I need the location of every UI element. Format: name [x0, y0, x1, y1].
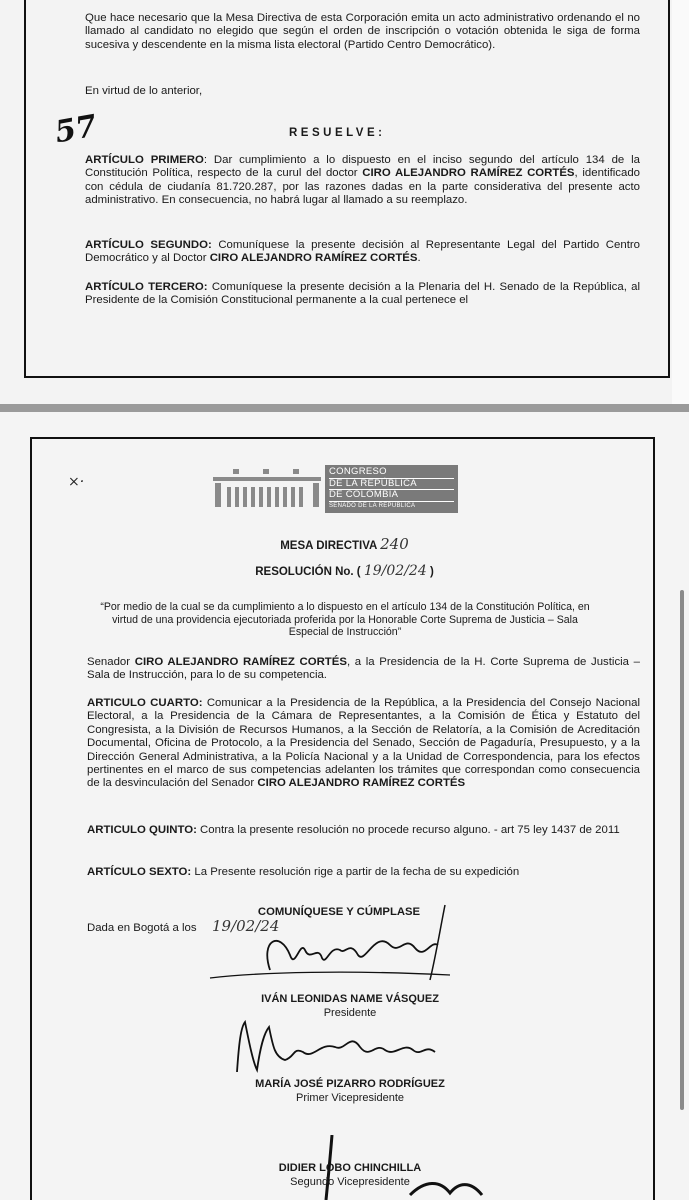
resolucion-close: ) [429, 566, 434, 578]
signatory-3-name: DIDIER LOBO CHINCHILLA [278, 1162, 422, 1174]
articulo-tercero-text: Comuníquese la presente decisión a la Plenaria del H. Senado de la República, al Presidente de la Comisión Constitucional permanente a la cual pertenece el [85, 281, 640, 307]
resolucion-number [0, 565, 689, 579]
articulo-sexto [87, 866, 640, 879]
mesa-directiva-number: 240 [380, 535, 409, 553]
articulo-tercero [85, 281, 640, 308]
articulo-segundo-text-2: . [417, 252, 421, 265]
dada-label: Dada en Bogotá a los [87, 922, 197, 934]
margin-handwritten-number: 57 [52, 108, 100, 151]
signatory-1-name: IVÁN LEONIDAS NAME VÁSQUEZ [261, 993, 439, 1005]
articulo-segundo-text: Comuníquese la presente decisión al Representante Legal del Partido Centro Democrático y al Doctor [85, 239, 640, 265]
resolucion-date: 19/02/24 [363, 563, 427, 579]
signatory-2-role: Primer Vicepresidente [295, 1092, 404, 1104]
articulo-cuarto-text: Comunicar a la Presidencia de la República, a la Presidencia del Consejo Nacional Electoral, a la Presidencia de la Cámara de Representantes, a la Comisión de Ética y Estatuto del Congresista, a la División de Recursos Humanos, a la Sección de Relatoría, a la Comisión de Acreditación Documental, Oficina de Protocolo, a la Presidencia del Senado, Sección de Pagaduría, Presupuesto, y a la Dirección General Administrativa, a la Policía Nacional y a la Unidad de Correspondencia, para los efectos pertinentes en el marco de sus competencias adelanten los trámites que correspondan como consecuencia de la desvinculación del Senador [87, 697, 640, 790]
mesa-directiva [0, 535, 689, 553]
senador-text-2: , a la Presidencia de la H. Corte Suprema de Justicia – Sala de Instrucción, para lo de su competencia. [87, 656, 640, 682]
signature-2-icon [225, 1012, 455, 1082]
comuniquese-heading: COMUNÍQUESE Y CÚMPLASE [257, 906, 421, 918]
document-page-1 [0, 0, 689, 404]
signature-1-icon [200, 900, 460, 990]
articulo-cuarto [87, 697, 640, 791]
margin-mark-icon: ×· [68, 474, 85, 490]
senador-name: CIRO ALEJANDRO RAMÍREZ CORTÉS [134, 656, 347, 668]
scrollbar[interactable] [680, 590, 684, 1110]
page-edge [672, 0, 689, 404]
resuelve-heading: RESUELVE: [289, 127, 386, 139]
articulo-cuarto-name: CIRO ALEJANDRO RAMÍREZ CORTÉS [257, 777, 466, 790]
articulo-segundo-label: ARTÍCULO SEGUNDO: [85, 239, 212, 251]
dada-date: 19/02/24 [212, 917, 280, 935]
articulo-sexto-text: La Presente resolución rige a partir de la fecha de su expedición [191, 866, 520, 878]
articulo-primero-text-2: , identificado con cédula de ciudanía 81.720.287, por las razones dadas en la parte considerativa del presente acto administrativo. En consecuencia, no habrá lugar al llamado a su reemplazo. [85, 167, 640, 207]
senador-paragraph [87, 656, 640, 683]
logo-line-4: SENADO DE LA REPÚBLICA [329, 502, 416, 509]
logo-line-3: DE COLOMBIA [329, 490, 454, 502]
logo-line-1: CONGRESO [329, 467, 454, 479]
logo-line-2: DE LA REPÚBLICA [329, 479, 454, 491]
senador-text: Senador [87, 656, 135, 668]
articulo-segundo-name: CIRO ALEJANDRO RAMÍREZ CORTÉS [209, 252, 418, 265]
articulo-cuarto-label: ARTICULO CUARTO: [87, 697, 203, 709]
signatory-1-role: Presidente [323, 1007, 377, 1019]
resolucion-label: RESOLUCIÓN No. ( [255, 566, 361, 578]
articulo-tercero-label: ARTÍCULO TERCERO: [85, 281, 208, 293]
resolucion-quote: “Por medio de la cual se da cumplimiento a lo dispuesto en el artículo 134 de la Constitución Política, en virtud de una providencia ejecutoriada proferida por la Honorable Corte Suprema de Justicia – Sala Especial de Instrucción” [100, 601, 590, 639]
page-separator [0, 404, 689, 412]
articulo-segundo [85, 239, 640, 266]
articulo-primero-name: CIRO ALEJANDRO RAMÍREZ CORTÉS [362, 167, 575, 180]
articulo-primero [85, 154, 640, 208]
articulo-primero-label: ARTÍCULO PRIMERO [85, 154, 204, 166]
articulo-quinto-label: ARTICULO QUINTO: [87, 824, 197, 836]
articulo-primero-text: : Dar cumplimiento a lo dispuesto en el inciso segundo del artículo 134 de la Constitución Política, respecto de la curul del doctor [85, 154, 640, 180]
articulo-quinto-text: Contra la presente resolución no procede recurso alguno. - art 75 ley 1437 de 2011 [196, 824, 620, 836]
paragraph-intro: Que hace necesario que la Mesa Directiva de esta Corporación emita un acto administrativo ordenando el no llamado al candidato no elegido que según el orden de inscripción o votación obtenida le siga de forma sucesiva y descendente en la misma lista electoral (Partido Centro Democrático). [85, 12, 640, 51]
paragraph-virtud: En virtud de lo anterior, [85, 85, 203, 97]
senado-logo [213, 465, 458, 513]
signatory-3-role: Segundo Vicepresidente [290, 1176, 410, 1188]
articulo-quinto [87, 824, 640, 837]
capitol-icon [213, 469, 321, 509]
articulo-sexto-label: ARTÍCULO SEXTO: [87, 866, 192, 878]
mesa-directiva-label: MESA DIRECTIVA [280, 540, 377, 552]
logo-text-box [325, 465, 458, 513]
signatory-2-name: MARÍA JOSÉ PIZARRO RODRÍGUEZ [255, 1078, 445, 1090]
